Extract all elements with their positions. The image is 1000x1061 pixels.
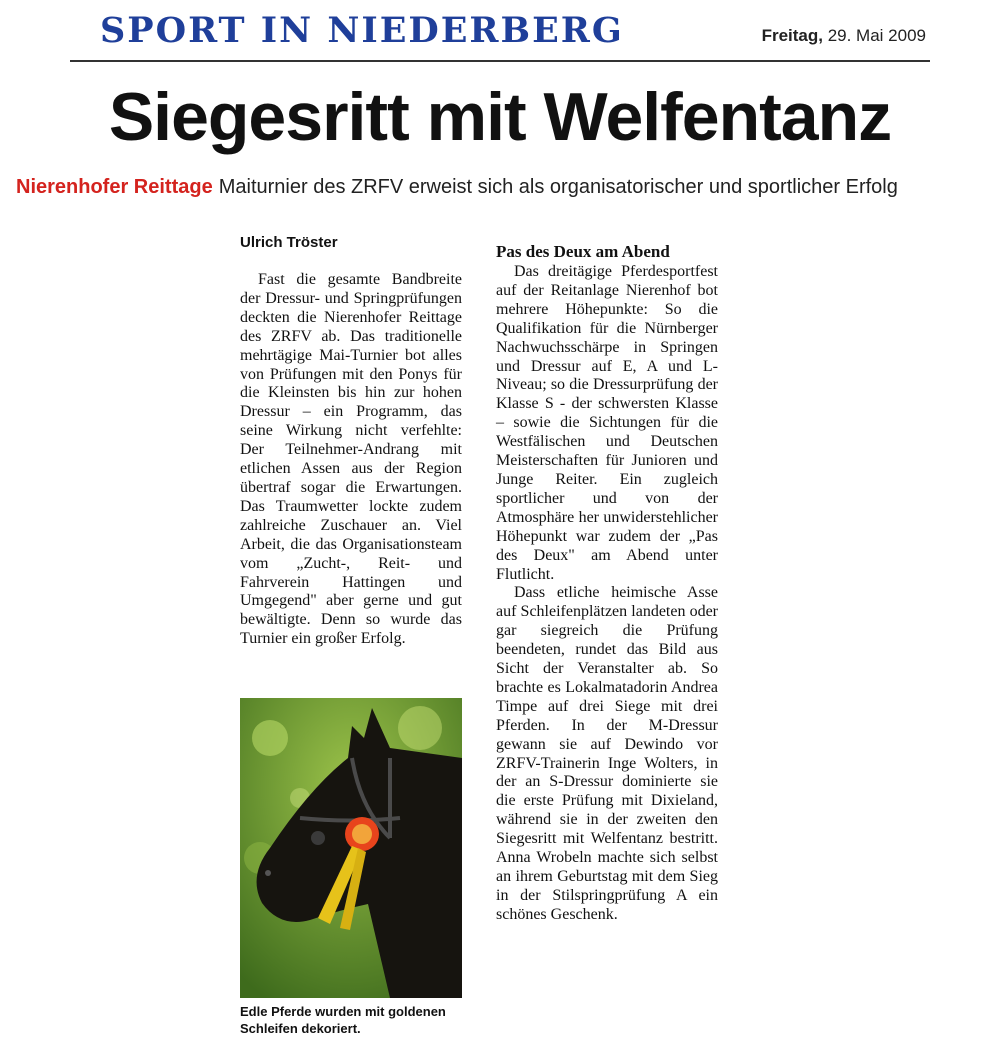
subheadline-text: Maiturnier des ZRFV erweist sich als organisatorischer und sportlicher Erfolg [218,176,898,198]
horse-photo [240,698,462,998]
article-crosshead: Pas des Deux am Abend [496,242,670,261]
paragraph-2: Das dreitägige Pferdesportfest auf der Reitanlage Nierenhof bot mehrere Höhepunkte: So die Qualifikation für die Nürnberger Nachwuchsschärpe in Springen und Dressur auf E, A und L-Niveau; so die Dressurprüfung der Klasse S - der schwersten Klasse – sowie die Sichtungen für die Westfälischen und Deutschen Meisterschaften für Junioren und Junge Reiter. Ein zugleich sportlicher und von der Atmosphäre her unwiderstehlicher Höhepunkt war zudem der „Pas des Deux" am Abend unter Flutlicht. [496,263,718,583]
issue-date [762,26,926,46]
article-author: Ulrich Tröster [240,234,338,251]
article-subheadline [16,176,1000,199]
article-column-left [240,271,462,649]
issue-date-day: Freitag, [761,26,823,45]
section-title: SPORT IN NIEDERBERG [100,10,624,51]
photo-caption: Edle Pferde wurden mit goldenen Schleifen dekoriert. [240,1004,446,1036]
paragraph-3: Dass etliche heimische Asse auf Schleifenplätzen landeten oder gar siegreich die Prüfung beendeten, rundet das Bild aus Sicht der Veranstalter ab. So brachte es Lokalmatadorin Andrea Timpe auf drei Siege mit drei Pferden. In der M-Dressur gewann sie auf Dewindo vor ZRFV-Trainerin Inge Wolters, in der an S-Dressur dominierte sie die erste Prüfung mit Dixieland, während sie in der zweiten den Siegesritt mit Welfentanz bestritt. Anna Wrobeln machte sich selbst an ihrem Geburtstag mit dem Sieg in der Stilspringprüfung A ein schönes Geschenk. [496,584,718,923]
issue-date-rest: 29. Mai 2009 [827,26,926,45]
intro-paragraph: Fast die gesamte Bandbreite der Dressur- und Springprüfungen deckten die Nierenhofer Reittage des ZRFV ab. Das traditionelle mehrtägige Mai-Turnier bot alles von Prüfungen mit den Ponys für die Kleinsten bis hin zur hohen Dressur – ein Programm, das seine Wirkung nicht verfehlte: Der Teilnehmer-Andrang mit etlichen Assen aus der Region übertraf sogar die Erwartungen. Das Traumwetter lockte zudem zahlreiche Zuschauer an. Viel Arbeit, die das Organisationsteam vom „Zucht-, Reit- und Fahrverein Hattingen und Umgegend" aber gerne und gut bewältigte. Denn so wurde das Turnier ein großer Erfolg. [240,271,462,648]
article-kicker: Nierenhofer Reittage [16,176,213,198]
article-column-right [496,263,718,925]
masthead [70,8,930,62]
horse-with-rosette-illustration [240,698,462,998]
article-headline: Siegesritt mit Welfentanz [108,79,892,155]
